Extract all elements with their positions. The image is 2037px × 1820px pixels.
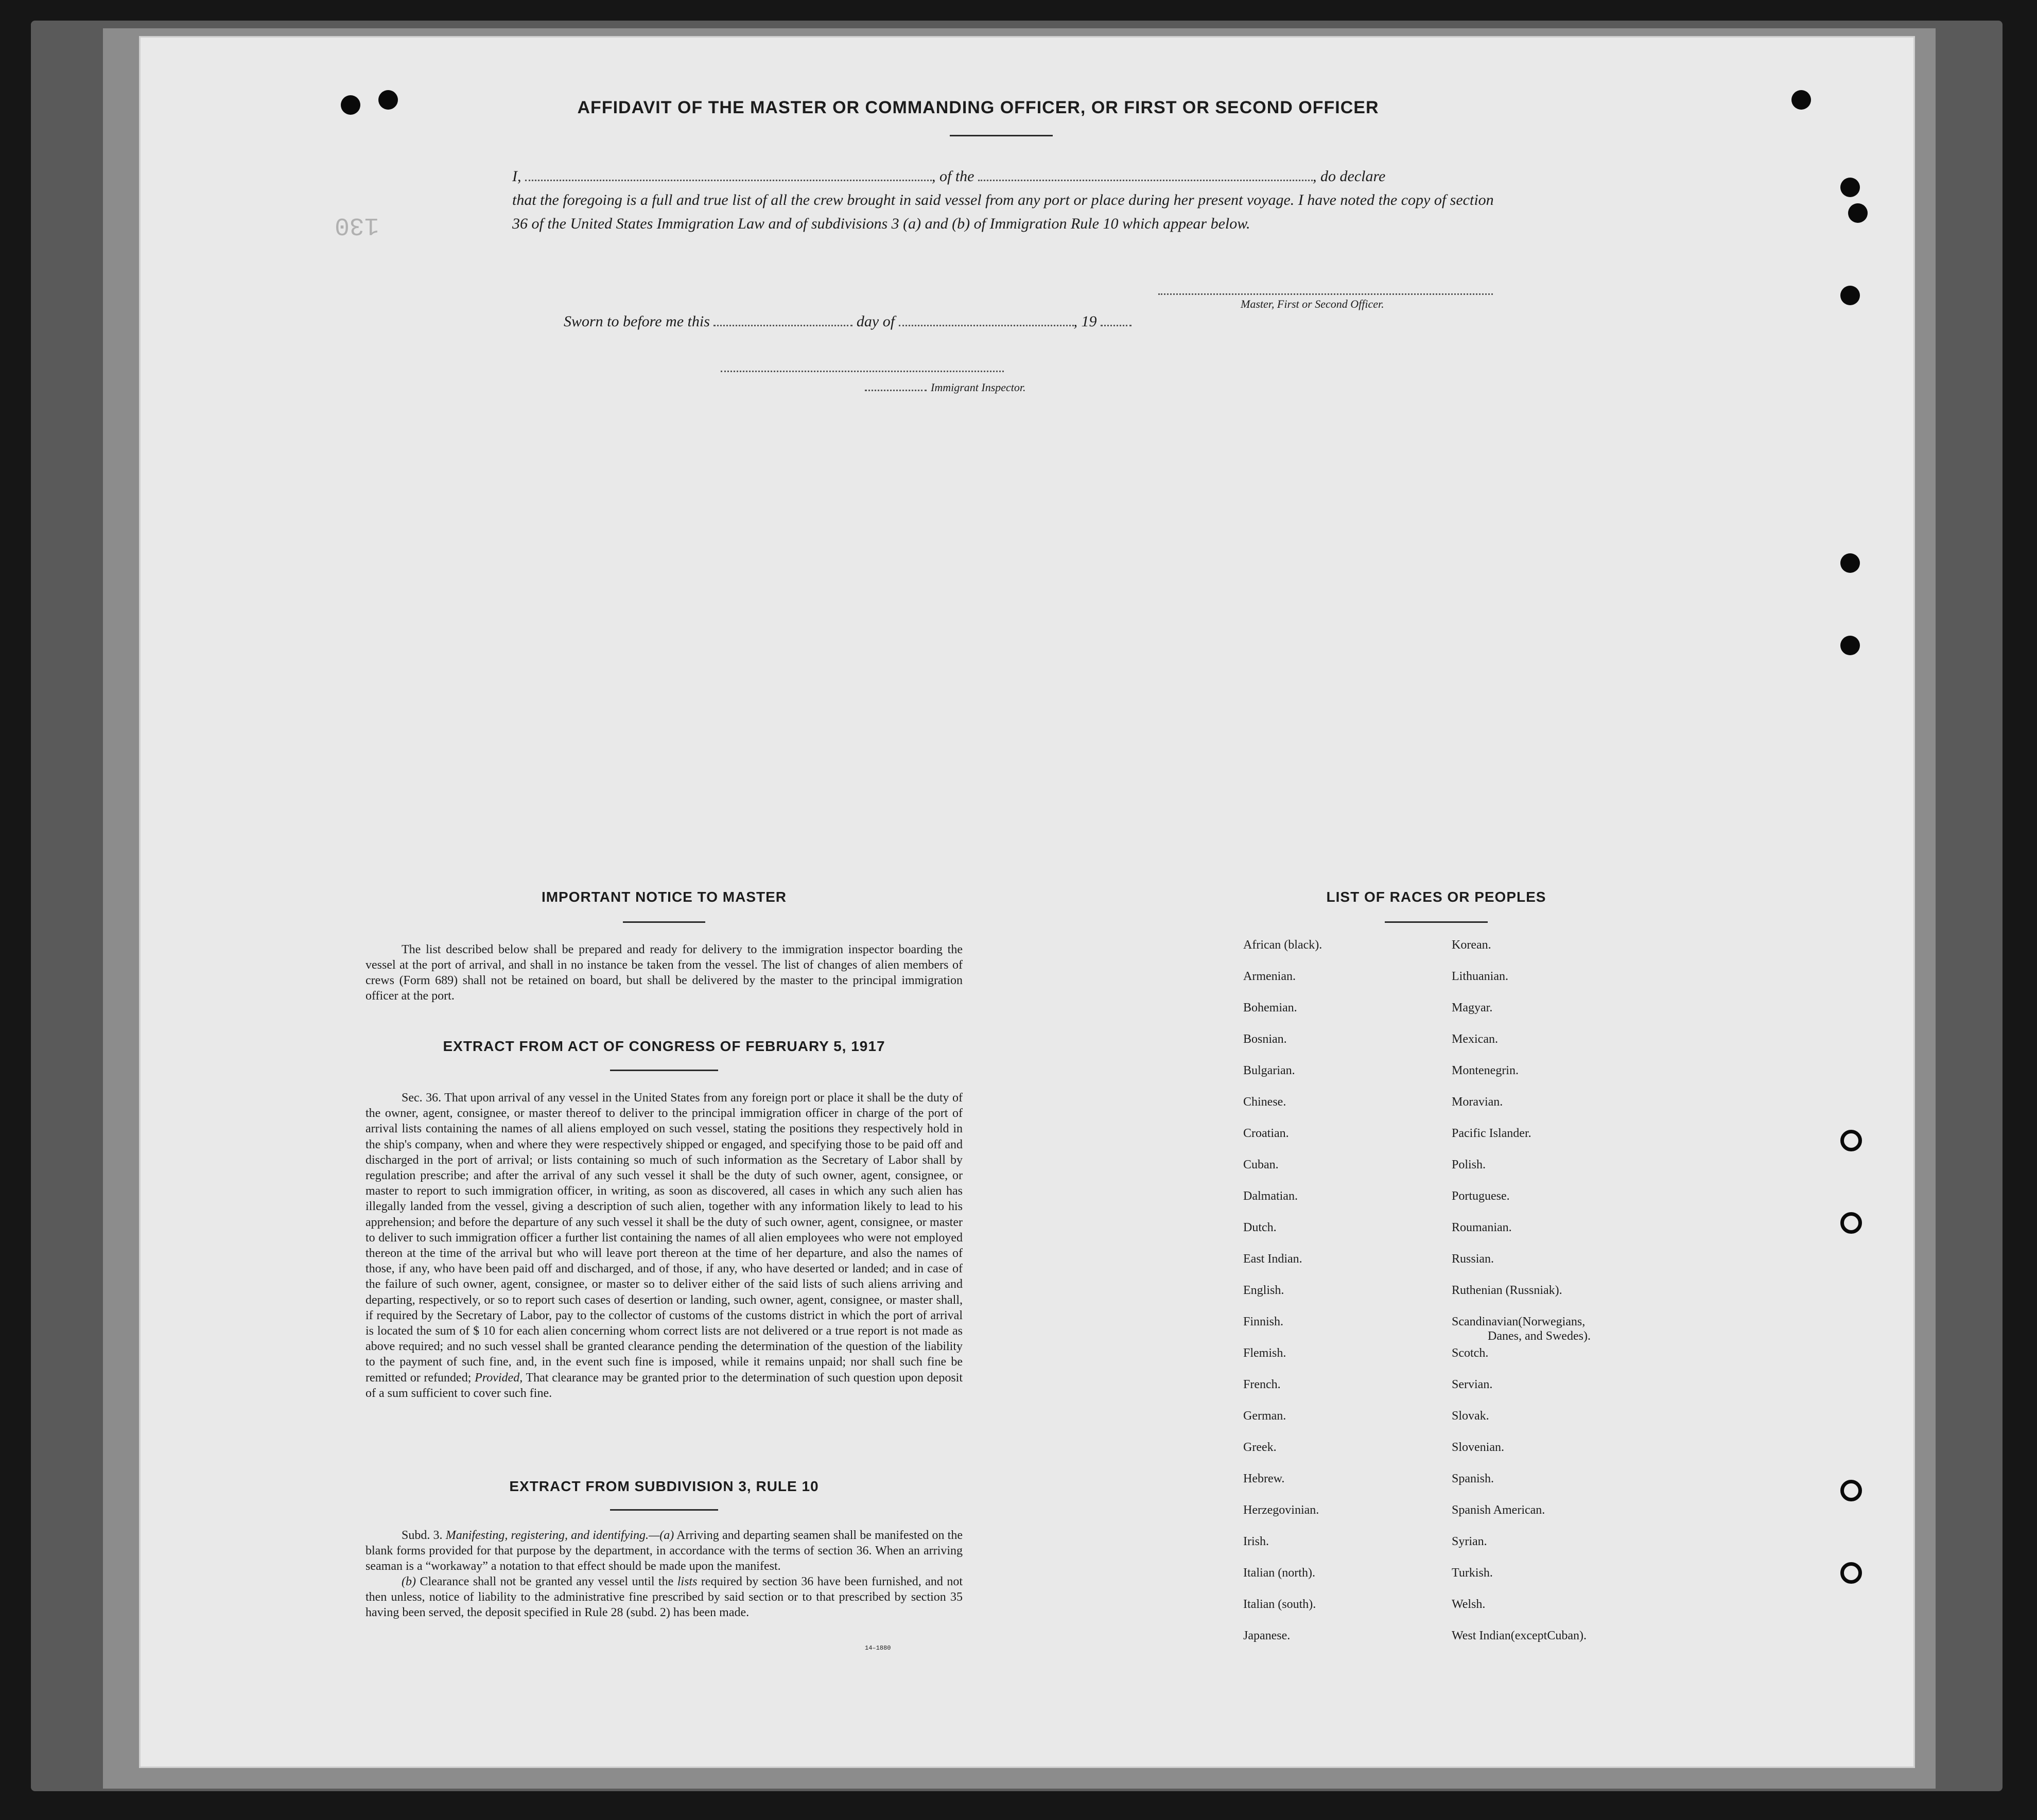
subd-para-b-2: required by section 36 have been furnished, and not then unless, notice of liability to the administrative fine prescribed by said section or to that prescribed by section 35 having been served, the deposit specified in Rule 28 (subd. 2) has been made. — [365, 1575, 963, 1619]
race-item: English. — [1243, 1284, 1284, 1297]
punch-hole — [1791, 90, 1811, 110]
act-text — [365, 1090, 963, 1401]
inspector-caption-text: Immigrant Inspector. — [931, 381, 1026, 394]
rule10-rule — [610, 1509, 718, 1511]
race-item: Greek. — [1243, 1441, 1277, 1454]
race-item: Russian. — [1452, 1252, 1494, 1266]
race-item: Croatian. — [1243, 1127, 1289, 1140]
race-item: Slovenian. — [1452, 1441, 1504, 1454]
race-item: Montenegrin. — [1452, 1064, 1519, 1077]
race-item: Pacific Islander. — [1452, 1127, 1531, 1140]
race-item: Welsh. — [1452, 1598, 1486, 1611]
race-item: Herzegovinian. — [1243, 1503, 1319, 1517]
race-item: Irish. — [1243, 1535, 1269, 1548]
affidavit-declaration — [512, 165, 1501, 236]
race-item: Japanese. — [1243, 1629, 1291, 1642]
race-item: Ruthenian (Russniak). — [1452, 1284, 1562, 1297]
subd-para-a: Arriving and departing seamen shall be manifested on the blank forms provided for that purpose by the department, in accordance with the terms of section 36. When an arriving seaman is a “workaway” a notation to that effect should be made upon the manifest. — [365, 1529, 963, 1573]
punch-hole — [341, 95, 360, 115]
sworn-day-field[interactable] — [713, 325, 852, 326]
race-item: Chinese. — [1243, 1095, 1286, 1109]
provided-label: Provided, — [475, 1371, 523, 1385]
race-item: Armenian. — [1243, 970, 1296, 983]
lists-word: lists — [677, 1575, 698, 1588]
race-item: Turkish. — [1452, 1566, 1493, 1580]
inspector-signature-field[interactable] — [721, 371, 1004, 372]
title-rule — [950, 135, 1053, 136]
subd-heading: Manifesting, registering, and identifying.—(a) — [445, 1529, 674, 1542]
inspector-caption — [865, 381, 1026, 394]
races-title: LIST OF RACES OR PEOPLES — [1326, 889, 1546, 905]
act-rule — [610, 1070, 718, 1071]
signature-caption: Master, First or Second Officer. — [1241, 297, 1384, 310]
section-body: That upon arrival of any vessel in the United States from any foreign port or place it shall be the duty of the owner, agent, consignee, or master thereof to deliver to the principal immigration officer in charge of the port of arrival lists containing the names of all aliens employed on such vessel, stating the positions they respectively hold in the ship's company, when and where they were respectively shipped or engaged, and specifying those to be paid off and discharged in the port of arrival; or lists containing so much of such information as the Secretary of Labor shall by regulation prescribe; and after the arrival of any such vessel it shall be the duty of such owner, agent, consignee, or master to report to such immigration officer, in writing, as soon as discovered, all cases in which any such alien has illegally landed from the vessel, giving a description of such alien, together with any information likely to lead to his apprehension; and before the departure of any such vessel it shall be the duty of such owner, agent, consignee, or master to deliver to such immigration officer a further list containing the names of all alien employees who were not employed thereon at the time of the arrival but who will leave port thereon at the time of her departure, and also the names of those, if any, who have been paid off and discharged, and of those, if any, who have deserted or landed; and in case of the failure of such owner, agent, consignee, or master so to deliver either of the said lists of such aliens arriving and departing, respectively, or so to report such cases of desertion or landing, such owner, agent, consignee, or master shall, if required by the Secretary of Labor, pay to the collector of customs of the customs district in which the port of arrival is located the sum of $ 10 for each alien concerning whom correct lists are not delivered or a true report is not made as above required; and no such vessel shall be granted clearance pending the determination of the question of the liability to the payment of such fine, and, in the event such fine is imposed, while it remains unpaid; nor shall such fine be remitted or refunded; — [365, 1091, 963, 1385]
notice-rule — [623, 921, 705, 923]
section-label: Sec. 36. — [402, 1091, 442, 1105]
race-item: Spanish American. — [1452, 1503, 1545, 1517]
race-item: Dutch. — [1243, 1221, 1277, 1234]
inspector-dots — [865, 390, 927, 391]
race-item: Italian (south). — [1243, 1598, 1316, 1611]
punch-hole — [378, 90, 398, 110]
race-item: Moravian. — [1452, 1095, 1503, 1109]
race-item: Slovak. — [1452, 1409, 1489, 1423]
declaration-i: I, — [512, 168, 521, 185]
race-item: Servian. — [1452, 1378, 1493, 1391]
race-item: German. — [1243, 1409, 1286, 1423]
punch-hole — [1840, 553, 1860, 573]
race-item: African (black). — [1243, 938, 1322, 952]
race-item: French. — [1243, 1378, 1281, 1391]
punch-hole — [1840, 286, 1860, 305]
races-rule — [1385, 921, 1488, 923]
affidavit-title: AFFIDAVIT OF THE MASTER OR COMMANDING OFFICER, OR FIRST OR SECOND OFFICER — [577, 98, 1379, 117]
rule10-title: EXTRACT FROM SUBDIVISION 3, RULE 10 — [509, 1478, 819, 1494]
race-item: Portuguese. — [1452, 1189, 1510, 1203]
race-item: Scandinavian(Norwegians, — [1452, 1315, 1586, 1328]
race-item: Spanish. — [1452, 1472, 1494, 1485]
section-body-end: That clearance may be granted prior to the determination of such question upon deposit of a sum sufficient to cover such fine. — [365, 1371, 963, 1400]
punch-hole — [1848, 203, 1868, 223]
punch-hole — [1840, 636, 1860, 655]
notice-text: The list described below shall be prepared and ready for delivery to the immigration inspector boarding the vessel at the port of arrival, and shall in no instance be taken from the vessel. The list of changes of alien members of crews (Form 689) shall not be retained on board, but shall be delivered by the master to the principal immigration officer at the port. — [365, 943, 963, 1003]
race-item: Hebrew. — [1243, 1472, 1285, 1485]
declaration-of-the: , of the — [932, 168, 974, 185]
sworn-statement — [564, 313, 1131, 330]
race-item: Cuban. — [1243, 1158, 1279, 1171]
punch-hole — [1840, 1562, 1862, 1584]
punch-hole — [1840, 1130, 1862, 1151]
race-item: East Indian. — [1243, 1252, 1302, 1266]
vessel-field[interactable] — [978, 180, 1313, 181]
race-item: Scotch. — [1452, 1346, 1489, 1360]
name-field[interactable] — [525, 180, 932, 181]
race-item: Polish. — [1452, 1158, 1486, 1171]
race-item: Korean. — [1452, 938, 1491, 952]
race-item: Magyar. — [1452, 1001, 1493, 1014]
form-number: 14–1880 — [865, 1644, 891, 1652]
act-title: EXTRACT FROM ACT OF CONGRESS OF FEBRUARY 5, 1917 — [443, 1038, 885, 1054]
race-item: Bosnian. — [1243, 1032, 1287, 1046]
subd-b-label: (b) — [402, 1575, 416, 1588]
race-item: West Indian(exceptCuban). — [1452, 1629, 1587, 1642]
sworn-year: , 19 — [1073, 313, 1097, 330]
punch-hole — [1840, 178, 1860, 197]
race-item: Roumanian. — [1452, 1221, 1512, 1234]
races-left-column — [1243, 938, 1459, 1660]
margin-number: 130 — [335, 211, 379, 239]
race-item: Lithuanian. — [1452, 970, 1508, 983]
subd-para-b-1: Clearance shall not be granted any vessel until the — [420, 1575, 674, 1588]
race-item: Mexican. — [1452, 1032, 1498, 1046]
signature-field[interactable] — [1158, 293, 1493, 295]
race-item: Finnish. — [1243, 1315, 1284, 1328]
race-item-continuation: Danes, and Swedes). — [1488, 1329, 1591, 1343]
declaration-text: that the foregoing is a full and true list of all the crew brought in said vessel from any port or place during her present voyage. I have noted the copy of section 36 of the United States Immigration Law and of subdivisions 3 (a) and (b) of Immigration Rule 10 which appear below. — [512, 191, 1494, 232]
punch-hole — [1840, 1480, 1862, 1501]
race-item: Dalmatian. — [1243, 1189, 1298, 1203]
declaration-do-declare: , do declare — [1313, 168, 1386, 185]
sworn-year-field[interactable] — [1101, 325, 1131, 326]
race-item-scandinavian — [1452, 1315, 1668, 1346]
sworn-prefix: Sworn to before me this — [564, 313, 710, 330]
race-item: Flemish. — [1243, 1346, 1286, 1360]
race-item: Italian (north). — [1243, 1566, 1315, 1580]
race-item: Bulgarian. — [1243, 1064, 1295, 1077]
subd-label: Subd. 3. — [402, 1529, 443, 1542]
sworn-month-field[interactable] — [899, 325, 1074, 326]
race-item: Syrian. — [1452, 1535, 1487, 1548]
races-right-column — [1452, 938, 1668, 1660]
punch-hole — [1840, 1212, 1862, 1234]
race-item: Bohemian. — [1243, 1001, 1297, 1014]
rule10-text — [365, 1528, 963, 1620]
sworn-day-of: day of — [856, 313, 895, 330]
notice-title: IMPORTANT NOTICE TO MASTER — [541, 889, 787, 905]
